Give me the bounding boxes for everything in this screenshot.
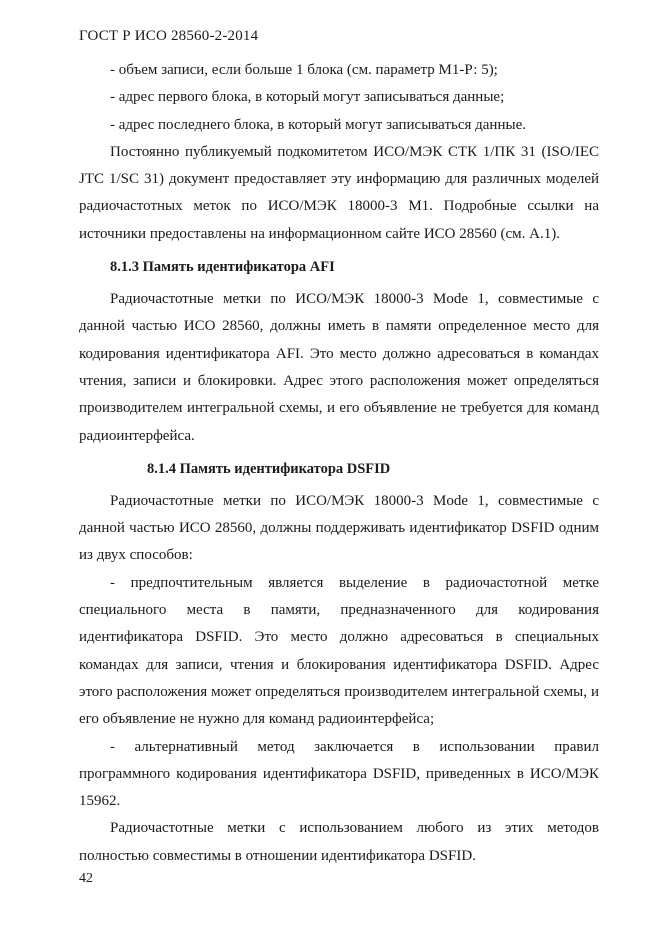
page-number: 42 — [79, 871, 93, 886]
paragraph: - предпочтительным является выделение в радиочастотной метке специального места в памяти, предназначенного для кодирования идентификатора DSFID. Это место должно адресоваться в специальных командах для записи, чтения и блокирования идентификатора DSFID. Адрес этого расположения может определяться производителем интегральной схемы, и его объявление не нужно для команд радиоинтерфейса; — [79, 574, 599, 728]
paragraph: Радиочастотные метки с использованием любого из этих методов полностью совместимы в отношении идентификатора DSFID. — [79, 820, 599, 864]
document-header: ГОСТ Р ИСО 28560-2-2014 — [79, 28, 259, 44]
section-heading-8-1-4: 8.1.4 Память идентификатора DSFID — [147, 460, 391, 477]
page-content — [79, 57, 599, 870]
list-item: - адрес последнего блока, в который могут записываться данные. — [110, 116, 526, 133]
list-item: - объем записи, если больше 1 блока (см. параметр М1-Р: 5); — [110, 62, 498, 78]
paragraph: Постоянно публикуемый подкомитетом ИСО/МЭК СТК 1/ПК 31 (ISO/IEC JTC 1/SC 31) документ предоставляет эту информацию для различных моделей радиочастотных меток по ИСО/МЭК 18000-3 М1. Подробные ссылки на источники предоставлены на информационном сайте ИСО 28560 (см. А.1). — [79, 143, 599, 242]
list-item: - адрес первого блока, в который могут записываться данные; — [110, 89, 505, 106]
paragraph: - альтернативный метод заключается в использовании правил программного кодирования идентификатора DSFID, приведенных в ИСО/МЭК 15962. — [79, 738, 599, 810]
section-heading-8-1-3: 8.1.3 Память идентификатора AFI — [110, 259, 335, 276]
paragraph: Радиочастотные метки по ИСО/МЭК 18000-3 Mode 1, совместимые с данной частью ИСО 28560, должны поддерживать идентификатор DSFID одним из двух способов: — [79, 492, 599, 564]
paragraph: Радиочастотные метки по ИСО/МЭК 18000-3 Mode 1, совместимые с данной частью ИСО 28560, должны иметь в памяти определенное место для кодирования идентификатора AFI. Это место должно адресоваться в командах чтения, записи и блокировки. Адрес этого расположения может определяться производителем интегральной схемы, и его объявление не требуется для команд радиоинтерфейса. — [79, 291, 599, 444]
